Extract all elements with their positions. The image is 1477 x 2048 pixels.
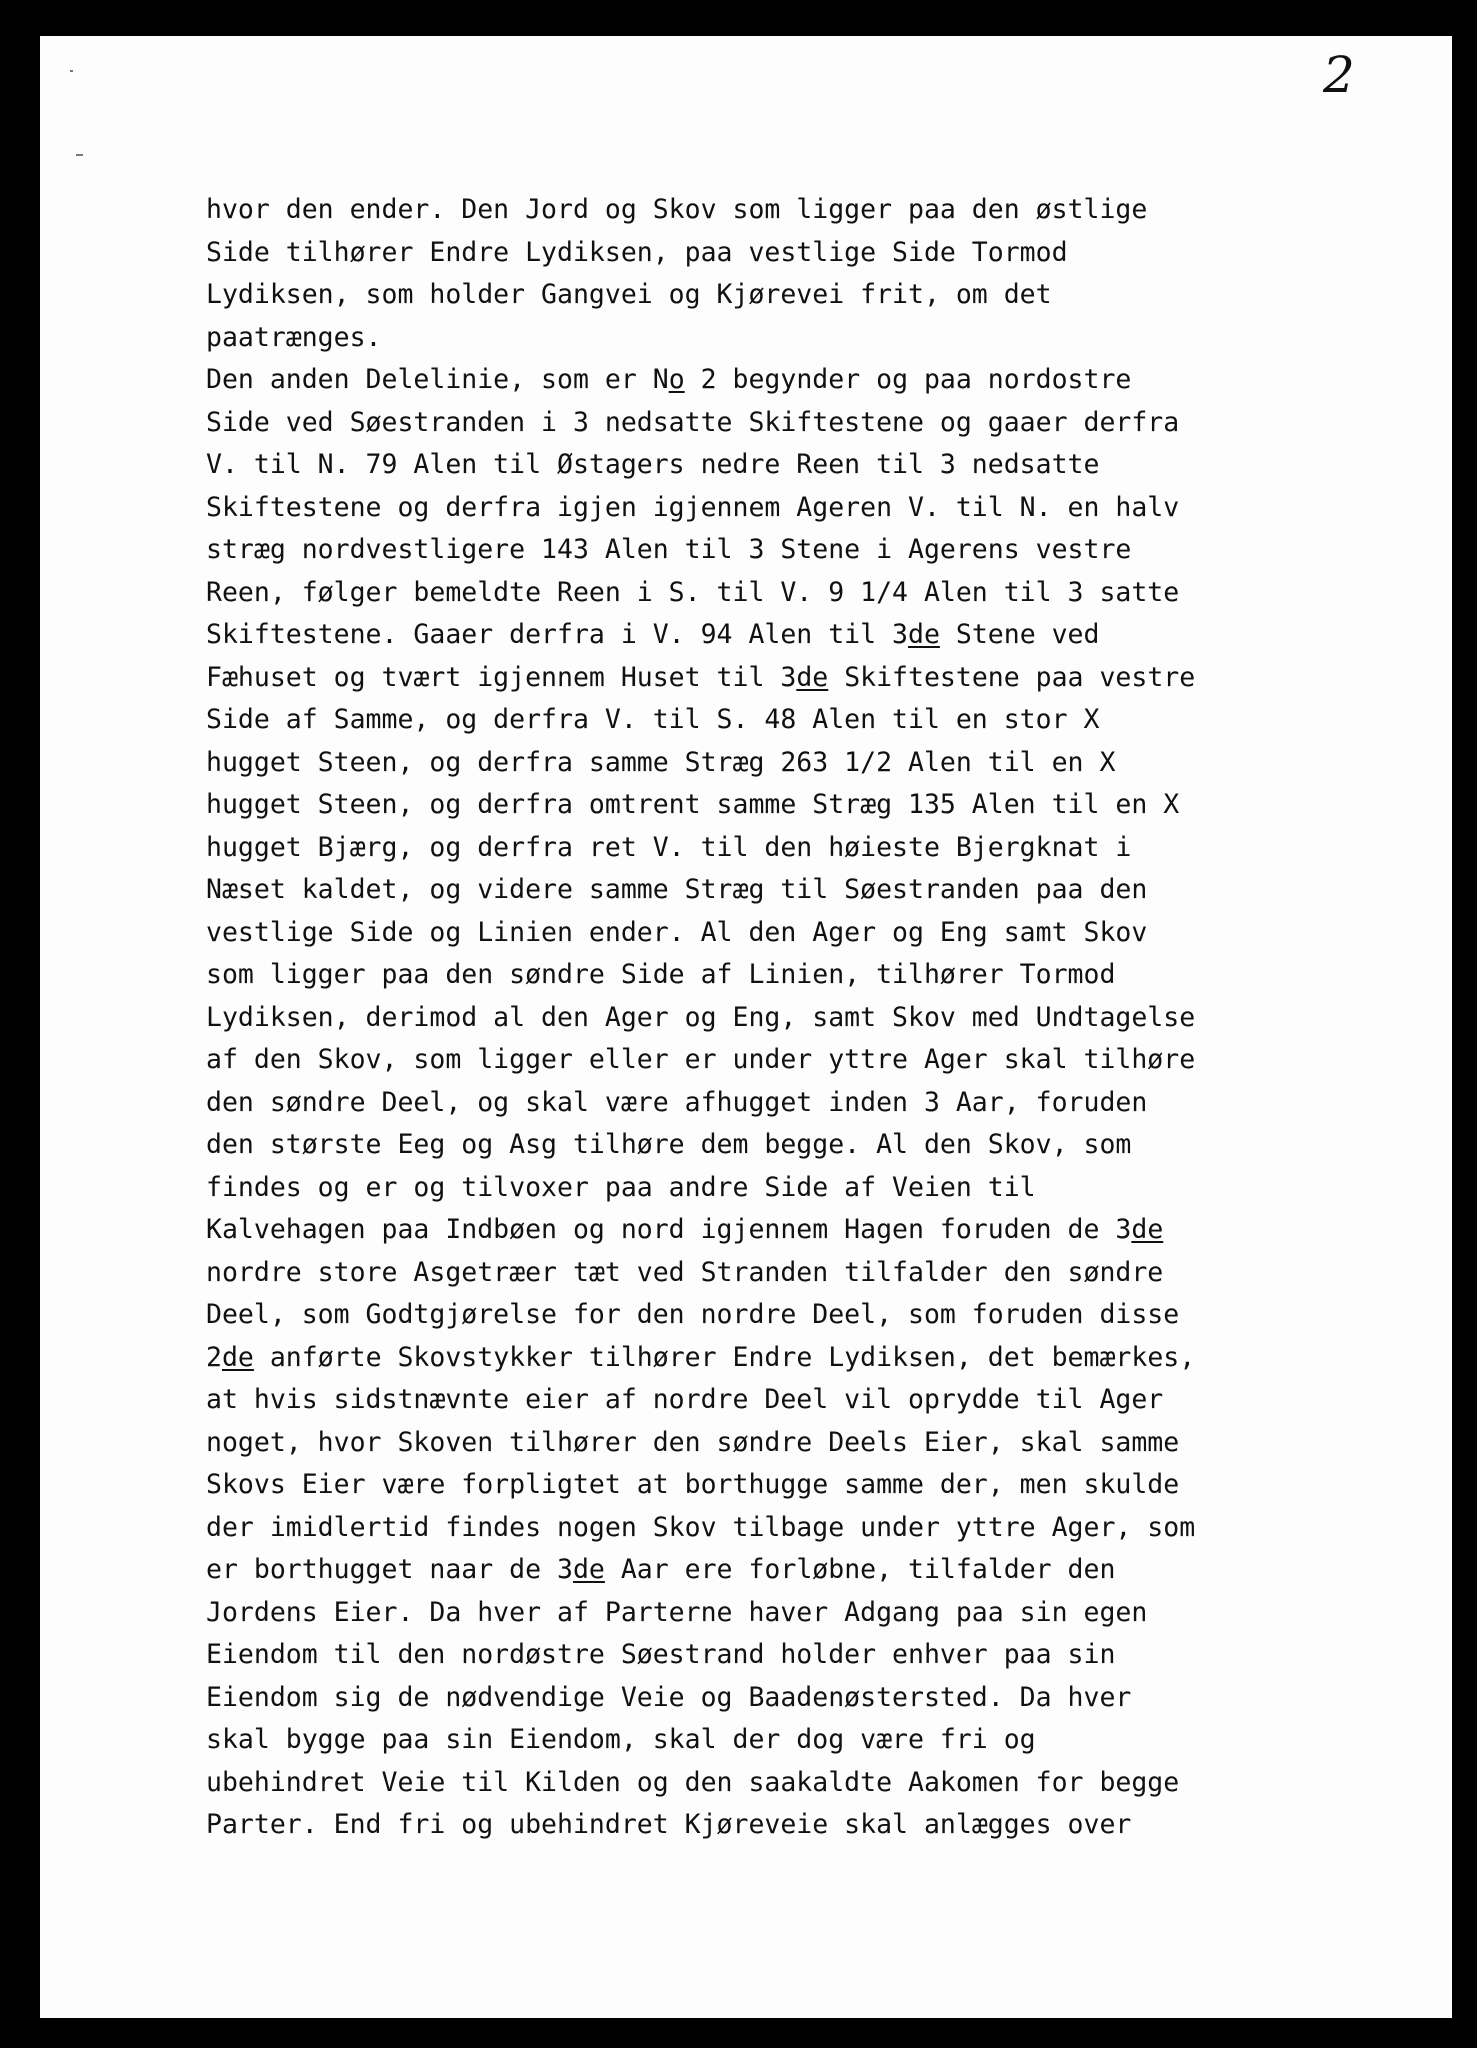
text-line	[206, 699, 1406, 742]
text-segment: den søndre Deel, og skal være afhugget inden 3 Aar, foruden	[206, 1086, 1148, 1118]
text-line	[206, 1124, 1406, 1167]
text-line	[206, 1209, 1406, 1252]
text-segment: findes og er og tilvoxer paa andre Side af Veien til	[206, 1171, 1036, 1203]
text-line	[206, 317, 1406, 360]
text-segment: Fæhuset og tvært igjennem Huset til 3	[206, 661, 797, 693]
text-segment: Side tilhører Endre Lydiksen, paa vestlige Side Tormod	[206, 236, 1068, 268]
text-line	[206, 1719, 1406, 1762]
text-segment: hugget Bjærg, og derfra ret V. til den høieste Bjergknat i	[206, 831, 1132, 863]
text-segment: at hvis sidstnævnte eier af nordre Deel vil oprydde til Ager	[206, 1384, 1164, 1415]
text-line	[206, 1804, 1406, 1847]
text-line	[206, 784, 1406, 827]
text-segment: af den Skov, som ligger eller er under yttre Ager skal tilhøre	[206, 1044, 1196, 1075]
text-segment: V. til N. 79 Alen til Østagers nedre Reen til 3 nedsatte	[206, 449, 1100, 480]
text-line	[206, 444, 1406, 487]
document-body	[206, 189, 1406, 1847]
text-segment: hugget Steen, og derfra omtrent samme Stræg 135 Alen til en X	[206, 789, 1180, 820]
text-segment: den største Eeg og Asg tilhøre dem begge. Al den Skov, som	[206, 1129, 1132, 1160]
text-segment: vestlige Side og Linien ender. Al den Ager og Eng samt Skov	[206, 916, 1148, 948]
text-segment: som ligger paa den søndre Side af Linien, tilhører Tormod	[206, 959, 1116, 990]
text-line	[206, 614, 1406, 657]
text-line	[206, 1762, 1406, 1805]
text-segment: Side ved Søestranden i 3 nedsatte Skiftestene og gaaer derfra	[206, 406, 1180, 438]
text-line	[206, 572, 1406, 615]
text-segment: Eiendom sig de nødvendige Veie og Baadenøstersted. Da hver	[206, 1681, 1132, 1713]
underlined-text: de	[572, 1554, 605, 1585]
text-segment: Skiftestene. Gaaer derfra i V. 94 Alen til 3	[206, 619, 908, 650]
text-segment: paatrænges.	[206, 321, 382, 353]
text-segment: Parter. End fri og ubehindret Kjøreveie skal anlægges over	[206, 1809, 1132, 1840]
text-segment: noget, hvor Skoven tilhører den søndre Deels Eier, skal samme	[206, 1426, 1180, 1458]
text-line	[206, 954, 1406, 997]
text-line	[206, 359, 1406, 402]
text-line	[206, 827, 1406, 870]
text-segment: Lydiksen, som holder Gangvei og Kjørevei frit, om det	[206, 279, 1052, 310]
text-segment: Lydiksen, derimod al den Ager og Eng, samt Skov med Undtagelse	[206, 1001, 1196, 1033]
text-line	[206, 1634, 1406, 1677]
text-line	[206, 274, 1406, 317]
text-segment: Deel, som Godtgjørelse for den nordre Deel, som foruden disse	[206, 1299, 1180, 1330]
text-segment: hvor den ender. Den Jord og Skov som ligger paa den østlige	[206, 194, 1148, 225]
underlined-text: de	[221, 1341, 254, 1373]
text-line	[206, 912, 1406, 955]
text-line	[206, 487, 1406, 530]
document-page	[40, 36, 1452, 2018]
scan-mark	[76, 154, 83, 156]
text-segment: Eiendom til den nordøstre Søestrand holder enhver paa sin	[206, 1639, 1116, 1670]
text-segment: Skovs Eier være forpligtet at borthugge samme der, men skulde	[206, 1469, 1180, 1500]
underlined-text: de	[1131, 1214, 1164, 1245]
text-segment: der imidlertid findes nogen Skov tilbage under yttre Ager, som	[206, 1511, 1196, 1543]
text-segment: skal bygge paa sin Eiendom, skal der dog være fri og	[206, 1724, 1036, 1755]
text-line	[206, 189, 1406, 232]
text-line	[206, 402, 1406, 445]
text-line	[206, 1464, 1406, 1507]
text-segment: Skiftestene paa vestre	[828, 661, 1196, 693]
text-line	[206, 529, 1406, 572]
underlined-text: de	[796, 661, 829, 693]
text-segment: Kalvehagen paa Indbøen og nord igjennem Hagen foruden de 3	[206, 1214, 1132, 1245]
text-segment: Den anden Delelinie, som er N	[206, 364, 669, 395]
text-segment: Aar ere forløbne, tilfalder den	[604, 1554, 1116, 1585]
text-segment: ubehindret Veie til Kilden og den saakaldte Aakomen for begge	[206, 1766, 1180, 1798]
page-number: 2	[1323, 46, 1355, 104]
text-segment: hugget Steen, og derfra samme Stræg 263 1/2 Alen til en X	[206, 746, 1116, 778]
text-line	[206, 1507, 1406, 1550]
text-line	[206, 1592, 1406, 1635]
text-segment: Næset kaldet, og videre samme Stræg til Søestranden paa den	[206, 874, 1148, 905]
text-segment: stræg nordvestligere 143 Alen til 3 Stene i Agerens vestre	[206, 534, 1132, 565]
text-segment: er borthugget naar de 3	[206, 1554, 573, 1585]
text-line	[206, 232, 1406, 275]
scan-mark	[70, 70, 73, 72]
text-segment: 2 begynder og paa nordostre	[684, 364, 1132, 395]
text-segment: 2	[206, 1341, 222, 1373]
text-segment: nordre store Asgetræer tæt ved Stranden tilfalder den søndre	[206, 1256, 1164, 1288]
text-line	[206, 1422, 1406, 1465]
text-line	[206, 1294, 1406, 1337]
text-segment: Reen, følger bemeldte Reen i S. til V. 9 1/4 Alen til 3 satte	[206, 576, 1180, 608]
text-segment: Skiftestene og derfra igjen igjennem Ageren V. til N. en halv	[206, 491, 1180, 523]
underlined-text: o	[668, 364, 685, 395]
text-line	[206, 869, 1406, 912]
text-segment: anførte Skovstykker tilhører Endre Lydiksen, det bemærkes,	[253, 1341, 1196, 1373]
text-segment: Side af Samme, og derfra V. til S. 48 Alen til en stor X	[206, 704, 1100, 735]
text-line	[206, 997, 1406, 1040]
text-line	[206, 1039, 1406, 1082]
text-line	[206, 1549, 1406, 1592]
text-line	[206, 1252, 1406, 1295]
text-line	[206, 657, 1406, 700]
text-segment: Stene ved	[939, 619, 1100, 650]
underlined-text: de	[908, 619, 940, 650]
text-line	[206, 1082, 1406, 1125]
text-line	[206, 1379, 1406, 1422]
text-segment: Jordens Eier. Da hver af Parterne haver Adgang paa sin egen	[206, 1596, 1148, 1628]
text-line	[206, 742, 1406, 785]
text-line	[206, 1337, 1406, 1380]
text-line	[206, 1677, 1406, 1720]
text-line	[206, 1167, 1406, 1210]
